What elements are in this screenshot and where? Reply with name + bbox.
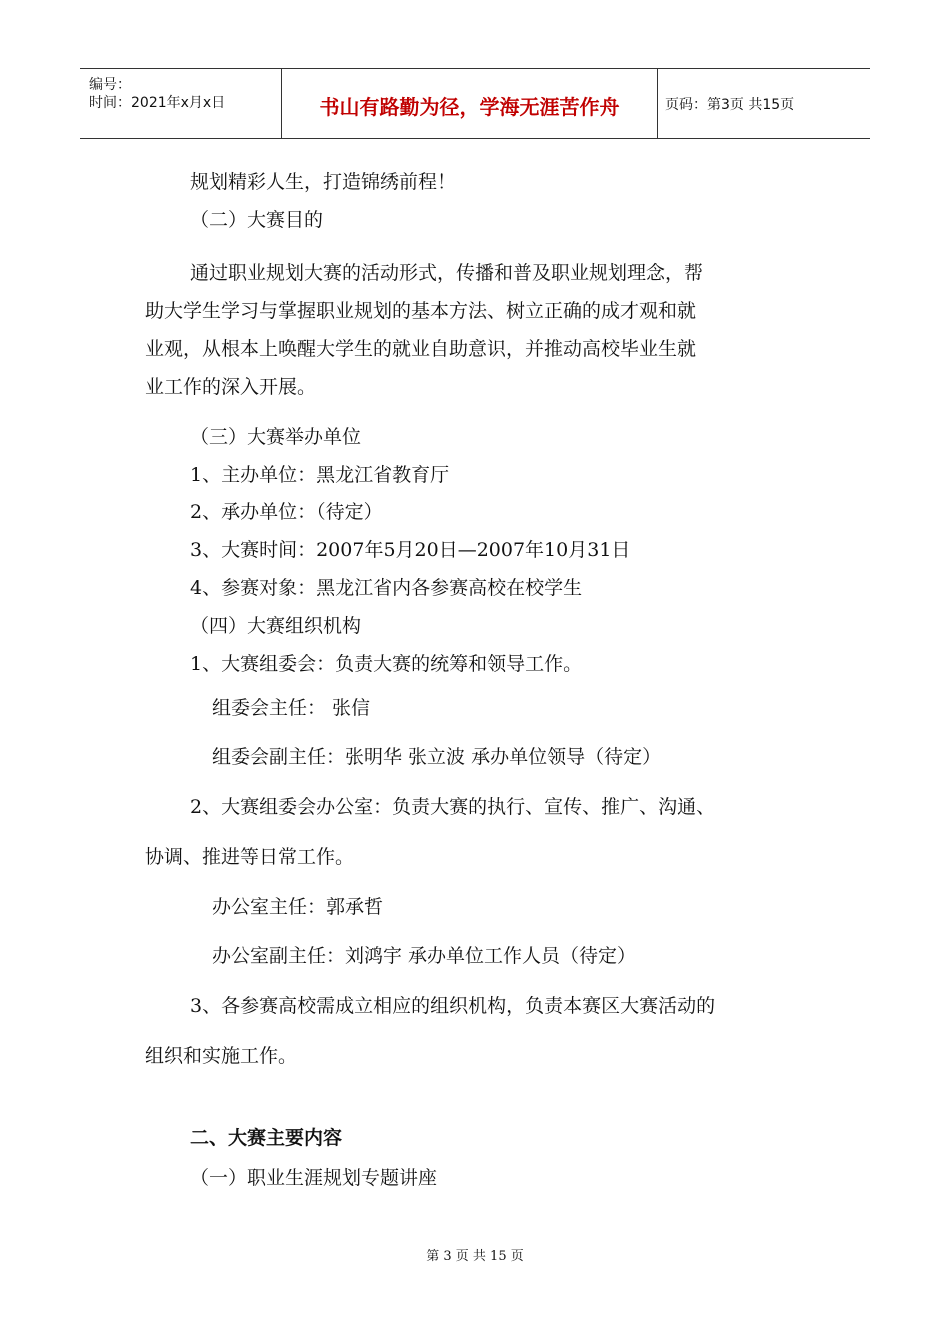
body-line: 办公室副主任：刘鸿宇 承办单位工作人员（待定） <box>212 945 637 967</box>
body-line: 1、大赛组委会：负责大赛的统筹和领导工作。 <box>190 653 583 675</box>
body-line: 3、各参赛高校需成立相应的组织机构，负责本赛区大赛活动的 <box>190 995 716 1017</box>
section-heading: （二）大赛目的 <box>190 209 324 231</box>
body-line: 组织和实施工作。 <box>145 1045 298 1067</box>
page-footer: 第 3 页 共 15 页 <box>426 1249 524 1264</box>
body-line: 业工作的深入开展。 <box>145 376 317 398</box>
header-page-info: 页码：第3页 共15页 <box>665 97 795 113</box>
body-line: 2、大赛组委会办公室：负责大赛的执行、宣传、推广、沟通、 <box>190 796 716 818</box>
body-line: 3、大赛时间：2007年5月20日—2007年10月31日 <box>190 539 631 561</box>
body-line: 办公室主任：郭承哲 <box>212 896 384 918</box>
header-page-cell <box>658 69 870 138</box>
body-line: 助大学生学习与掌握职业规划的基本方法、树立正确的成才观和就 <box>145 300 697 322</box>
body-line: 协调、推进等日常工作。 <box>145 846 355 868</box>
body-line: 1、主办单位：黑龙江省教育厅 <box>190 464 450 486</box>
header-motto-cell <box>282 69 658 138</box>
body-line: 规划精彩人生，打造锦绣前程！ <box>190 171 457 193</box>
body-line: 2、承办单位：（待定） <box>190 501 383 523</box>
body-line: 组委会主任： 张信 <box>212 697 371 719</box>
header-motto: 书山有路勤为径，学海无涯苦作舟 <box>319 95 620 119</box>
doc-date-label: 时间：2021年x月x日 <box>89 95 226 111</box>
doc-number-label: 编号： <box>89 77 131 93</box>
chapter-heading: 二、大赛主要内容 <box>190 1127 343 1149</box>
body-line: 4、参赛对象：黑龙江省内各参赛高校在校学生 <box>190 577 583 599</box>
body-line: 组委会副主任：张明华 张立波 承办单位领导（待定） <box>212 746 662 768</box>
section-heading: （一）职业生涯规划专题讲座 <box>190 1167 438 1189</box>
body-line: 业观，从根本上唤醒大学生的就业自助意识，并推动高校毕业生就 <box>145 338 697 360</box>
header-meta-cell <box>80 69 282 138</box>
body-line: 通过职业规划大赛的活动形式，传播和普及职业规划理念，帮 <box>190 262 704 284</box>
section-heading: （三）大赛举办单位 <box>190 426 362 448</box>
page-header <box>80 68 870 139</box>
section-heading: （四）大赛组织机构 <box>190 615 362 637</box>
